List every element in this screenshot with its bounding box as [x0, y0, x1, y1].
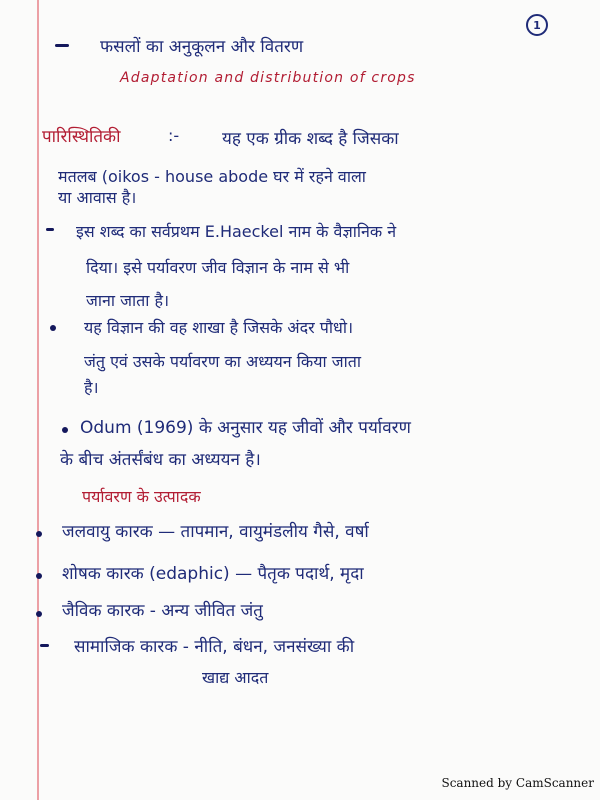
factor-biotic: जैविक कारक - अन्य जीवित जंतु — [62, 601, 263, 621]
ecology-def-line2: मतलब (oikos - house abode घर में रहने वाला — [58, 167, 366, 186]
point3-bullet — [62, 427, 68, 433]
ecology-def-line3: या आवास है। — [58, 188, 137, 207]
point2-line3: है। — [84, 378, 99, 397]
point3-line1: Odum (1969) के अनुसार यह जीवों और पर्यावरण — [80, 418, 411, 438]
factor3-bullet — [36, 611, 42, 617]
point1-dash — [46, 228, 54, 231]
point2-line2: जंतु एवं उसके पर्यावरण का अध्ययन किया जाता — [84, 352, 361, 371]
section-heading-separator: :- — [168, 126, 180, 145]
title-hindi: फसलों का अनुकूलन और वितरण — [100, 37, 304, 57]
section-heading-environment-factors: पर्यावरण के उत्पादक — [82, 487, 201, 506]
factor2-bullet — [36, 573, 42, 579]
factor-social: सामाजिक कारक - नीति, बंधन, जनसंख्या की — [74, 637, 355, 657]
point1-line2: दिया। इसे पर्यावरण जीव विज्ञान के नाम से भी — [86, 258, 350, 277]
point2-bullet — [50, 325, 56, 331]
page-number: 1 — [526, 14, 548, 36]
ecology-def-line1: यह एक ग्रीक शब्द है जिसका — [222, 129, 399, 149]
factor4-dash — [40, 644, 49, 647]
factor1-bullet — [36, 531, 42, 537]
factor-social-continued: खाद्य आदत — [202, 668, 269, 687]
point3-line2: के बीच अंतर्संबंध का अध्ययन है। — [60, 450, 261, 470]
scanner-watermark: Scanned by CamScanner — [441, 776, 594, 790]
point2-line1: यह विज्ञान की वह शाखा है जिसके अंदर पौधो। — [84, 318, 354, 337]
title-english: Adaptation and distribution of crops — [120, 70, 416, 86]
point1-line1: इस शब्द का सर्वप्रथम E.Haeckel नाम के वैज्ञानिक ने — [76, 222, 397, 241]
section-heading-ecology: पारिस्थितिकी — [42, 127, 121, 147]
title-dash — [55, 44, 69, 47]
margin-line — [37, 0, 39, 800]
factor-climatic: जलवायु कारक — तापमान, वायुमंडलीय गैसे, वर्षा — [62, 522, 369, 542]
factor-edaphic: शोषक कारक (edaphic) — पैतृक पदार्थ, मृदा — [62, 564, 364, 584]
point1-line3: जाना जाता है। — [86, 291, 170, 310]
